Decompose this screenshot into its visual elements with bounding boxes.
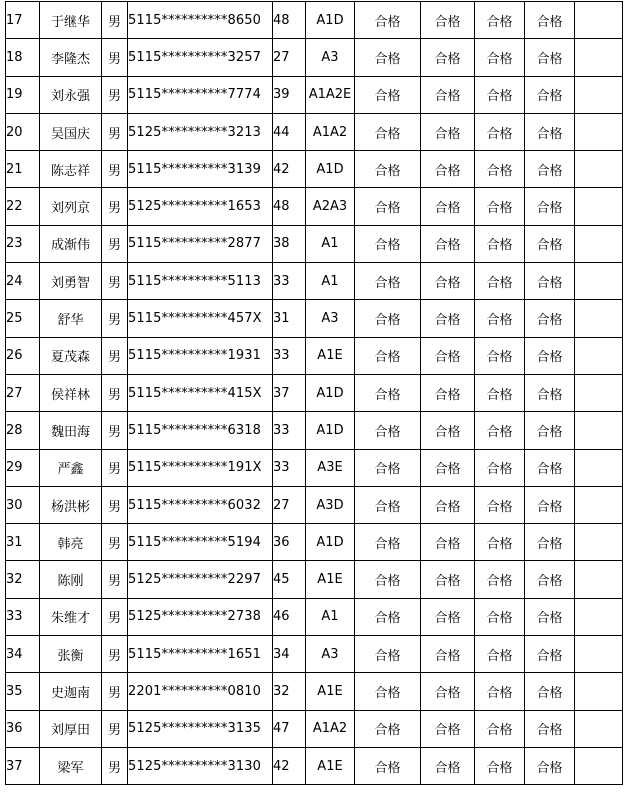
table-row	[6, 636, 623, 673]
result-cell: 合格	[355, 449, 421, 486]
age-cell: 38	[273, 225, 306, 262]
row-number: 28	[6, 412, 40, 449]
result-cell: 合格	[421, 151, 475, 188]
remarks-cell	[575, 2, 623, 39]
result-cell: 合格	[525, 598, 575, 635]
result-cell: 合格	[355, 113, 421, 150]
id-number: 5115**********3139	[128, 151, 273, 188]
result-cell: 合格	[475, 561, 525, 598]
result-cell: 合格	[525, 561, 575, 598]
table-row	[6, 151, 623, 188]
license-class: A1D	[306, 151, 355, 188]
result-cell: 合格	[525, 374, 575, 411]
remarks-cell	[575, 636, 623, 673]
id-number: 5115**********8650	[128, 2, 273, 39]
person-name: 刘厚田	[40, 710, 102, 747]
result-cell: 合格	[355, 337, 421, 374]
remarks-cell	[575, 188, 623, 225]
result-cell: 合格	[475, 225, 525, 262]
age-cell: 31	[273, 300, 306, 337]
row-number: 24	[6, 263, 40, 300]
sex-cell: 男	[102, 636, 128, 673]
age-cell: 33	[273, 337, 306, 374]
result-cell: 合格	[475, 673, 525, 710]
row-number: 37	[6, 747, 40, 784]
sex-cell: 男	[102, 710, 128, 747]
result-cell: 合格	[475, 188, 525, 225]
person-name: 夏茂森	[40, 337, 102, 374]
result-cell: 合格	[355, 374, 421, 411]
table-row	[6, 2, 623, 39]
result-cell: 合格	[421, 300, 475, 337]
person-name: 韩亮	[40, 524, 102, 561]
result-cell: 合格	[475, 710, 525, 747]
result-cell: 合格	[525, 636, 575, 673]
person-name: 严鑫	[40, 449, 102, 486]
table-row	[6, 673, 623, 710]
result-cell: 合格	[421, 374, 475, 411]
row-number: 31	[6, 524, 40, 561]
age-cell: 42	[273, 747, 306, 784]
result-cell: 合格	[475, 76, 525, 113]
result-cell: 合格	[355, 598, 421, 635]
remarks-cell	[575, 113, 623, 150]
row-number: 20	[6, 113, 40, 150]
table-row	[6, 337, 623, 374]
row-number: 26	[6, 337, 40, 374]
result-cell: 合格	[421, 561, 475, 598]
result-cell: 合格	[525, 76, 575, 113]
sex-cell: 男	[102, 561, 128, 598]
id-number: 5115**********191X	[128, 449, 273, 486]
result-cell: 合格	[421, 486, 475, 523]
result-cell: 合格	[355, 747, 421, 784]
sex-cell: 男	[102, 412, 128, 449]
id-number: 5115**********5113	[128, 263, 273, 300]
table-row	[6, 486, 623, 523]
license-class: A3D	[306, 486, 355, 523]
id-number: 5115**********1931	[128, 337, 273, 374]
row-number: 17	[6, 2, 40, 39]
table-row	[6, 598, 623, 635]
result-cell: 合格	[525, 412, 575, 449]
result-cell: 合格	[355, 76, 421, 113]
remarks-cell	[575, 151, 623, 188]
id-number: 5125**********2738	[128, 598, 273, 635]
remarks-cell	[575, 524, 623, 561]
result-cell: 合格	[421, 113, 475, 150]
age-cell: 33	[273, 449, 306, 486]
remarks-cell	[575, 561, 623, 598]
sex-cell: 男	[102, 747, 128, 784]
row-number: 30	[6, 486, 40, 523]
table-row	[6, 412, 623, 449]
table-row	[6, 300, 623, 337]
result-cell: 合格	[525, 2, 575, 39]
row-number: 19	[6, 76, 40, 113]
sex-cell: 男	[102, 151, 128, 188]
result-cell: 合格	[525, 300, 575, 337]
person-name: 朱维才	[40, 598, 102, 635]
table-row	[6, 449, 623, 486]
result-cell: 合格	[475, 598, 525, 635]
row-number: 36	[6, 710, 40, 747]
row-number: 34	[6, 636, 40, 673]
license-class: A1E	[306, 747, 355, 784]
age-cell: 44	[273, 113, 306, 150]
table-row	[6, 39, 623, 76]
age-cell: 46	[273, 598, 306, 635]
id-number: 5125**********3135	[128, 710, 273, 747]
result-cell: 合格	[421, 2, 475, 39]
result-cell: 合格	[421, 76, 475, 113]
result-cell: 合格	[421, 710, 475, 747]
sex-cell: 男	[102, 673, 128, 710]
license-class: A1D	[306, 412, 355, 449]
result-cell: 合格	[475, 636, 525, 673]
result-cell: 合格	[355, 524, 421, 561]
row-number: 23	[6, 225, 40, 262]
remarks-cell	[575, 300, 623, 337]
result-cell: 合格	[421, 673, 475, 710]
result-cell: 合格	[421, 412, 475, 449]
result-cell: 合格	[475, 2, 525, 39]
result-cell: 合格	[525, 263, 575, 300]
remarks-cell	[575, 337, 623, 374]
license-class: A1D	[306, 524, 355, 561]
result-cell: 合格	[421, 449, 475, 486]
license-class: A1	[306, 225, 355, 262]
remarks-cell	[575, 673, 623, 710]
result-cell: 合格	[475, 113, 525, 150]
table-row	[6, 561, 623, 598]
license-class: A1A2E	[306, 76, 355, 113]
result-cell: 合格	[475, 300, 525, 337]
id-number: 5125**********2297	[128, 561, 273, 598]
sex-cell: 男	[102, 263, 128, 300]
result-cell: 合格	[355, 300, 421, 337]
sex-cell: 男	[102, 76, 128, 113]
remarks-cell	[575, 374, 623, 411]
result-cell: 合格	[355, 412, 421, 449]
row-number: 27	[6, 374, 40, 411]
person-name: 侯祥林	[40, 374, 102, 411]
person-name: 刘列京	[40, 188, 102, 225]
license-class: A1	[306, 263, 355, 300]
license-class: A1D	[306, 2, 355, 39]
license-class: A1E	[306, 673, 355, 710]
result-cell: 合格	[525, 449, 575, 486]
table-row	[6, 113, 623, 150]
remarks-cell	[575, 76, 623, 113]
table-row	[6, 225, 623, 262]
sex-cell: 男	[102, 337, 128, 374]
result-cell: 合格	[525, 188, 575, 225]
person-name: 李隆杰	[40, 39, 102, 76]
result-cell: 合格	[355, 710, 421, 747]
age-cell: 33	[273, 263, 306, 300]
id-number: 5115**********6318	[128, 412, 273, 449]
result-cell: 合格	[475, 151, 525, 188]
result-cell: 合格	[421, 337, 475, 374]
id-number: 5115**********6032	[128, 486, 273, 523]
age-cell: 32	[273, 673, 306, 710]
person-name: 杨洪彬	[40, 486, 102, 523]
id-number: 5115**********5194	[128, 524, 273, 561]
sex-cell: 男	[102, 524, 128, 561]
age-cell: 42	[273, 151, 306, 188]
result-cell: 合格	[525, 710, 575, 747]
result-cell: 合格	[355, 151, 421, 188]
result-cell: 合格	[355, 39, 421, 76]
license-class: A3	[306, 636, 355, 673]
row-number: 32	[6, 561, 40, 598]
person-name: 陈志祥	[40, 151, 102, 188]
result-cell: 合格	[421, 39, 475, 76]
age-cell: 34	[273, 636, 306, 673]
license-class: A1D	[306, 374, 355, 411]
id-number: 5115**********3257	[128, 39, 273, 76]
id-number: 5115**********2877	[128, 225, 273, 262]
result-cell: 合格	[525, 524, 575, 561]
sex-cell: 男	[102, 598, 128, 635]
result-cell: 合格	[355, 561, 421, 598]
age-cell: 45	[273, 561, 306, 598]
remarks-cell	[575, 598, 623, 635]
table-row	[6, 374, 623, 411]
roster-table	[5, 1, 623, 785]
license-class: A2A3	[306, 188, 355, 225]
id-number: 5115**********7774	[128, 76, 273, 113]
age-cell: 47	[273, 710, 306, 747]
person-name: 刘勇智	[40, 263, 102, 300]
result-cell: 合格	[475, 39, 525, 76]
row-number: 22	[6, 188, 40, 225]
id-number: 5125**********3213	[128, 113, 273, 150]
id-number: 2201**********0810	[128, 673, 273, 710]
person-name: 魏田海	[40, 412, 102, 449]
result-cell: 合格	[525, 225, 575, 262]
result-cell: 合格	[421, 225, 475, 262]
age-cell: 48	[273, 2, 306, 39]
sex-cell: 男	[102, 39, 128, 76]
sex-cell: 男	[102, 225, 128, 262]
person-name: 刘永强	[40, 76, 102, 113]
remarks-cell	[575, 39, 623, 76]
remarks-cell	[575, 747, 623, 784]
result-cell: 合格	[525, 151, 575, 188]
remarks-cell	[575, 263, 623, 300]
table-row	[6, 747, 623, 784]
age-cell: 37	[273, 374, 306, 411]
age-cell: 27	[273, 486, 306, 523]
person-name: 张衡	[40, 636, 102, 673]
person-name: 梁军	[40, 747, 102, 784]
sex-cell: 男	[102, 486, 128, 523]
id-number: 5115**********1651	[128, 636, 273, 673]
row-number: 25	[6, 300, 40, 337]
table-row	[6, 76, 623, 113]
row-number: 35	[6, 673, 40, 710]
result-cell: 合格	[475, 337, 525, 374]
result-cell: 合格	[475, 747, 525, 784]
table-row	[6, 524, 623, 561]
result-cell: 合格	[475, 412, 525, 449]
remarks-cell	[575, 710, 623, 747]
person-name: 于继华	[40, 2, 102, 39]
table-row	[6, 263, 623, 300]
id-number: 5125**********3130	[128, 747, 273, 784]
roster-body	[6, 2, 623, 785]
age-cell: 33	[273, 412, 306, 449]
row-number: 18	[6, 39, 40, 76]
result-cell: 合格	[525, 337, 575, 374]
license-class: A1A2	[306, 113, 355, 150]
table-row	[6, 710, 623, 747]
result-cell: 合格	[475, 524, 525, 561]
result-cell: 合格	[355, 2, 421, 39]
sex-cell: 男	[102, 449, 128, 486]
sex-cell: 男	[102, 374, 128, 411]
result-cell: 合格	[355, 188, 421, 225]
result-cell: 合格	[525, 113, 575, 150]
age-cell: 36	[273, 524, 306, 561]
remarks-cell	[575, 412, 623, 449]
result-cell: 合格	[355, 263, 421, 300]
result-cell: 合格	[421, 188, 475, 225]
result-cell: 合格	[421, 263, 475, 300]
remarks-cell	[575, 486, 623, 523]
result-cell: 合格	[475, 449, 525, 486]
id-number: 5115**********415X	[128, 374, 273, 411]
result-cell: 合格	[525, 673, 575, 710]
person-name: 成渐伟	[40, 225, 102, 262]
age-cell: 39	[273, 76, 306, 113]
result-cell: 合格	[421, 524, 475, 561]
result-cell: 合格	[355, 225, 421, 262]
person-name: 史迦南	[40, 673, 102, 710]
row-number: 33	[6, 598, 40, 635]
person-name: 舒华	[40, 300, 102, 337]
sex-cell: 男	[102, 300, 128, 337]
result-cell: 合格	[525, 747, 575, 784]
license-class: A1E	[306, 337, 355, 374]
license-class: A1E	[306, 561, 355, 598]
remarks-cell	[575, 225, 623, 262]
sex-cell: 男	[102, 113, 128, 150]
result-cell: 合格	[355, 486, 421, 523]
result-cell: 合格	[355, 673, 421, 710]
license-class: A3E	[306, 449, 355, 486]
row-number: 21	[6, 151, 40, 188]
result-cell: 合格	[525, 486, 575, 523]
table-row	[6, 188, 623, 225]
result-cell: 合格	[421, 636, 475, 673]
result-cell: 合格	[475, 263, 525, 300]
license-class: A3	[306, 300, 355, 337]
result-cell: 合格	[525, 39, 575, 76]
result-cell: 合格	[475, 374, 525, 411]
id-number: 5125**********1653	[128, 188, 273, 225]
age-cell: 48	[273, 188, 306, 225]
license-class: A3	[306, 39, 355, 76]
row-number: 29	[6, 449, 40, 486]
sex-cell: 男	[102, 2, 128, 39]
license-class: A1A2	[306, 710, 355, 747]
id-number: 5115**********457X	[128, 300, 273, 337]
person-name: 陈刚	[40, 561, 102, 598]
result-cell: 合格	[475, 486, 525, 523]
age-cell: 27	[273, 39, 306, 76]
person-name: 吴国庆	[40, 113, 102, 150]
result-cell: 合格	[421, 747, 475, 784]
sex-cell: 男	[102, 188, 128, 225]
result-cell: 合格	[421, 598, 475, 635]
result-cell: 合格	[355, 636, 421, 673]
license-class: A1	[306, 598, 355, 635]
remarks-cell	[575, 449, 623, 486]
